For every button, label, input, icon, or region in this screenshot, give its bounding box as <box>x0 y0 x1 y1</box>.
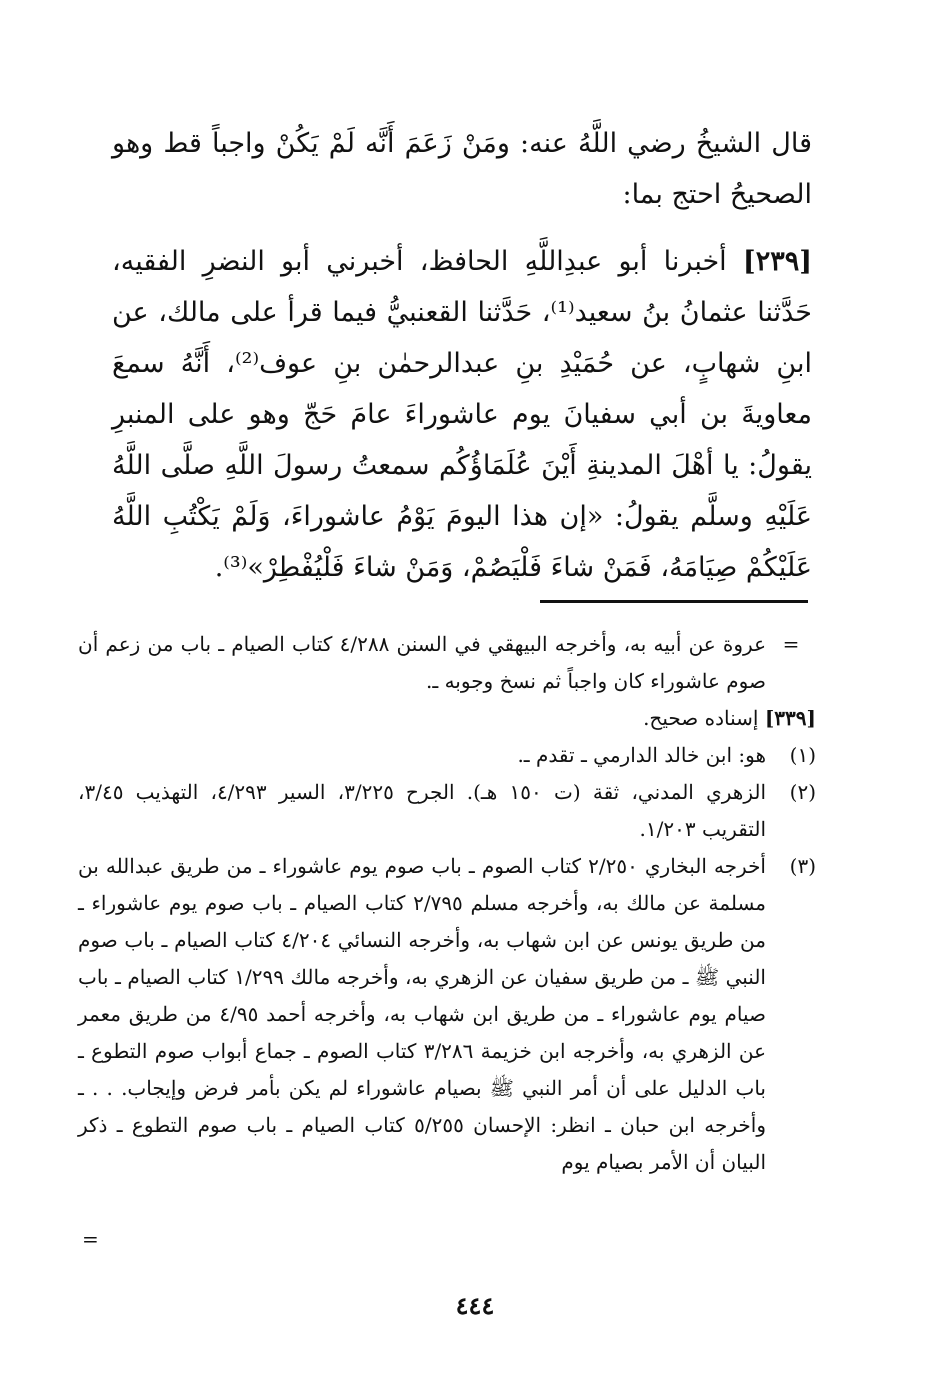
continuation-text: عروة عن أبيه به، وأخرجه البيهقي في السنن ٤/٢٨٨ كتاب الصيام ـ باب من زعم أن صوم عاشوراء كان واجباً ثم نسخ وجوبه ـ. <box>78 632 767 693</box>
continuation-mark: = <box>782 632 800 656</box>
intro-paragraph: قال الشيخُ رضي اللَّهُ عنه: ومَنْ زَعَمَ أَنَّه لَمْ يَكُنْ واجباً قط وهو الصحيحُ احتج بما: <box>112 128 812 210</box>
footnote-continuation <box>78 626 816 700</box>
grade-line <box>78 700 816 737</box>
footnote-number: (١) <box>789 743 816 767</box>
footnote-number: (٢) <box>789 780 816 804</box>
footnote-end-mark: = <box>82 1227 99 1251</box>
footnotes <box>78 626 816 1181</box>
page-number: ٤٤٤ <box>455 1291 495 1320</box>
hadith-number: [٢٣٩] <box>742 246 812 277</box>
footnote-text: أخرجه البخاري ٢/٢٥٠ كتاب الصوم ـ باب صوم يوم عاشوراء ـ من طريق عبدالله بن مسلمة عن مالك به، وأخرجه مسلم ٢/٧٩٥ كتاب الصيام ـ باب صوم يوم عاشوراء ـ من طريق يونس عن ابن شهاب به، وأخرجه النسائي ٤/٢٠٤ كتاب الصيام ـ باب صوم النبي ﷺ ـ من طريق سفيان عن الزهري به، وأخرجه مالك ١/٢٩٩ كتاب الصيام ـ باب صيام يوم عاشوراء ـ من طريق ابن شهاب به، وأخرجه أحمد ٤/٩٥ من طريق معمر عن الزهري به، وأخرجه ابن خزيمة ٣/٢٨٦ كتاب الصوم ـ جماع أبواب صوم التطوع ـ باب الدليل على أن أمر النبي ﷺ بصيام عاشوراء لم يكن بأمر فرض وإيجاب. . . ـ وأخرجه ابن حبان ـ انظر: الإحسان ٥/٢٥٥ كتاب الصيام ـ باب صوم التطوع ـ ذكر البيان أن الأمر بصيام يوم <box>78 854 767 1174</box>
footnote-item <box>78 774 816 848</box>
footnote-item <box>78 737 816 774</box>
grade-text: إسناده صحيح. <box>643 706 759 730</box>
footnote-text: هو: ابن خالد الدارمي ـ تقدم ـ. <box>517 743 766 767</box>
grade-number: [٣٣٩] <box>764 706 816 730</box>
footnote-text: الزهري المدني، ثقة (ت ١٥٠ هـ). الجرح ٣/٢٢٥، السير ٤/٢٩٣، التهذيب ٣/٤٥، التقريب ١/٢٠٣. <box>78 780 766 841</box>
hadith-paragraph <box>112 236 812 593</box>
hadith-text: أخبرنا أبو عبدِاللَّهِ الحافظ، أخبرني أبو النضرِ الفقيه، حَدَّثنا عثمانُ بنُ سعيد⁽¹⁾، حَدَّثنا القعنبيُّ فيما قرأ على مالك، عن ابنِ شهابٍ، عن حُمَيْدِ بنِ عبدالرحمٰن بنِ عوف⁽²⁾، أَنَّهُ سمعَ معاويةَ بن أبي سفيانَ يوم عاشوراءَ عامَ حَجّ وهو على المنبرِ يقولُ: يا أهْلَ المدينةِ أَيْنَ عُلَمَاؤُكُم سمعتُ رسولَ اللَّهِ صلَّى اللَّهُ عَلَيْهِ وسلَّم يقولُ: «إن هذا اليومَ يَوْمُ عاشوراءَ، وَلَمْ يَكْتُبِ اللَّهُ عَلَيْكُمْ صِيَامَهُ، فَمَنْ شاءَ فَلْيَصُمْ، وَمَنْ شاءَ فَلْيُفْطِرْ»⁽³⁾. <box>112 246 812 583</box>
main-text <box>112 118 812 593</box>
footnote-item <box>78 848 816 1181</box>
footnote-separator <box>540 600 808 603</box>
footnote-number: (٣) <box>789 854 816 878</box>
